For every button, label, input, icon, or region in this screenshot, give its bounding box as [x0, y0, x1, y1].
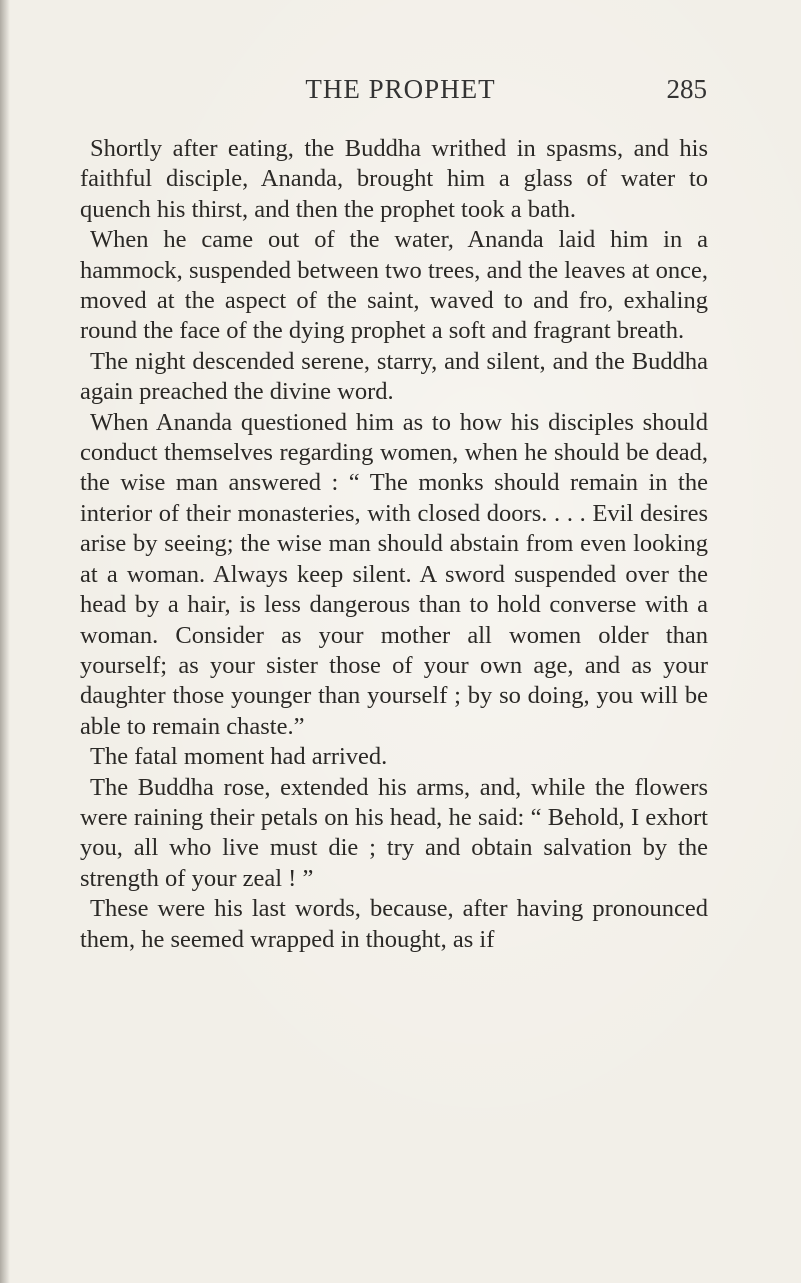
paragraph: When Ananda questioned him as to how his disciples should conduct themselves regarding women, when he should be dead, the wise man answered : “ The monks should remain in the interior of their monasteries, with closed doors. . . . Evil desires arise by seeing; the wise man should abstain from even looking at a woman. Always keep silent. A sword suspended over the head by a hair, is less dangerous than to hold converse with a woman. Consider as your mother all women older than yourself; as your sister those of your own age, and as your daughter those younger than yourself ; by so doing, you will be able to remain chaste.”	[80, 408, 708, 740]
page-number: 285	[666, 74, 707, 104]
paragraph: The Buddha rose, extended his arms, and, while the flowers were raining their petals on his head, he said: “ Behold, I exhort you, all who live must die ; try and obtain salvation by the strength of your zeal ! ”	[80, 773, 708, 892]
page-header	[0, 74, 801, 114]
paragraph: The night descended serene, starry, and silent, and the Buddha again preached the divine word.	[80, 347, 708, 406]
body-text	[80, 134, 708, 955]
paragraph: When he came out of the water, Ananda laid him in a hammock, suspended between two trees, and the leaves at once, moved at the aspect of the saint, waved to and fro, exhaling round the face of the dying prophet a soft and fragrant breath.	[80, 226, 708, 345]
paragraph: The fatal moment had arrived.	[90, 743, 388, 771]
paragraph: These were his last words, because, after having pronounced them, he seemed wrapped in thought, as if	[80, 895, 708, 953]
paragraph: Shortly after eating, the Buddha writhed in spasms, and his faithful disciple, Ananda, brought him a glass of water to quench his thirst, and then the prophet took a bath.	[80, 135, 708, 223]
page-gutter-shadow	[0, 0, 10, 1283]
running-head: THE PROPHET	[305, 74, 496, 104]
